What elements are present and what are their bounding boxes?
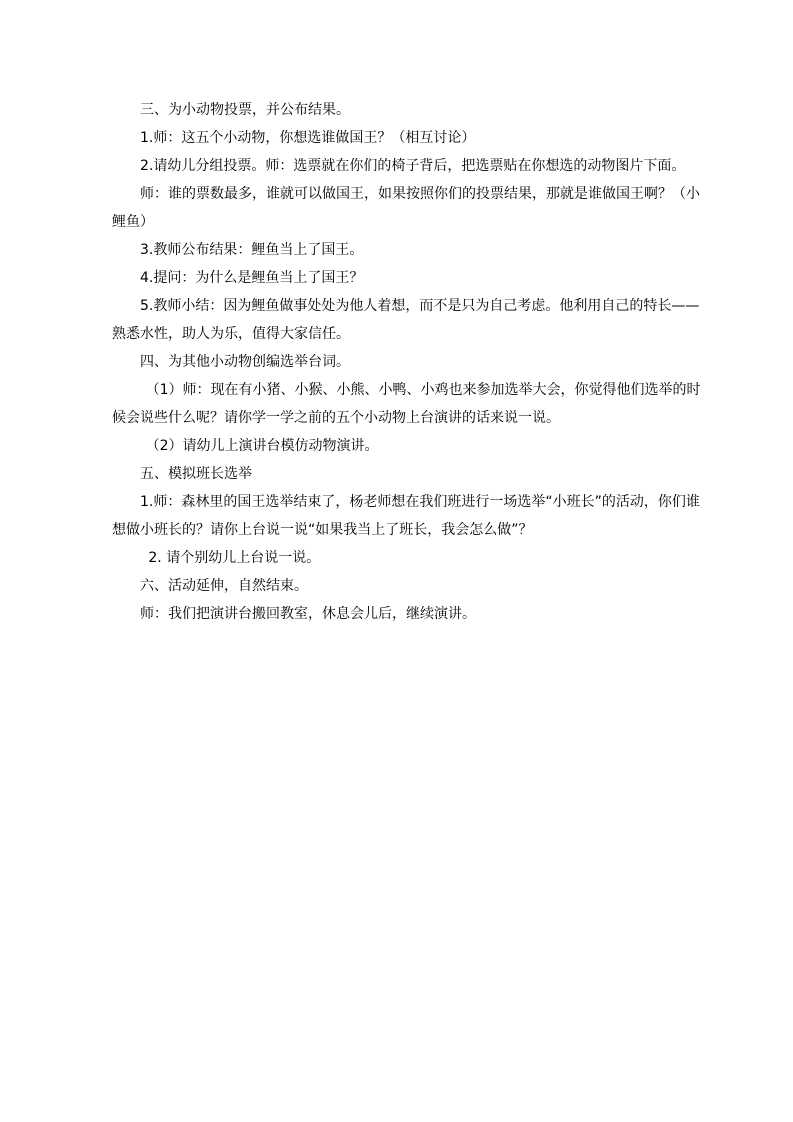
paragraph-sub-2: （2）请幼儿上演讲台模仿动物演讲。 <box>145 438 379 454</box>
paragraph-monitor-1: 1.师：森林里的国王选举结束了，杨老师想在我们班进行一场选举“小班长”的活动，你们谁想做小班长的？请你上台说一说“如果我当上了班长，我会怎么做”？ <box>112 494 700 538</box>
paragraph-step-5: 5.教师小结：因为鲤鱼做事处处为他人着想，而不是只为自己考虑。他利用自己的特长——熟悉水性，助人为乐，值得大家信任。 <box>112 298 700 342</box>
document-body <box>112 96 702 628</box>
paragraph-sub-1: （1）师：现在有小猪、小猴、小熊、小鸭、小鸡也来参加选举大会，你觉得他们选举的时候会说些什么呢？请你学一学之前的五个小动物上台演讲的话来说一说。 <box>112 382 701 426</box>
paragraph-step-3: 3.教师公布结果：鲤鱼当上了国王。 <box>140 242 364 258</box>
section-heading-lines: 四、为其他小动物创编选举台词。 <box>140 354 350 370</box>
paragraph-step-2: 2.请幼儿分组投票。师：选票就在你们的椅子背后，把选票贴在你想选的动物图片下面。 <box>140 158 686 174</box>
paragraph-monitor-2: 2. 请个别幼儿上台说一说。 <box>148 550 321 566</box>
paragraph-closing: 师：我们把演讲台搬回教室，休息会儿后，继续演讲。 <box>140 606 476 622</box>
paragraph-teacher-question: 师：谁的票数最多，谁就可以做国王，如果按照你们的投票结果，那就是谁做国王啊？（小鲤鱼） <box>112 186 700 230</box>
section-heading-monitor: 五、模拟班长选举 <box>140 466 252 482</box>
paragraph-step-4: 4.提问：为什么是鲤鱼当上了国王？ <box>140 270 364 286</box>
section-heading-vote: 三、为小动物投票，并公布结果。 <box>140 102 350 118</box>
paragraph-step-1: 1.师：这五个小动物，你想选谁做国王？（相互讨论） <box>140 130 476 146</box>
section-heading-extension: 六、活动延伸，自然结束。 <box>140 578 308 594</box>
